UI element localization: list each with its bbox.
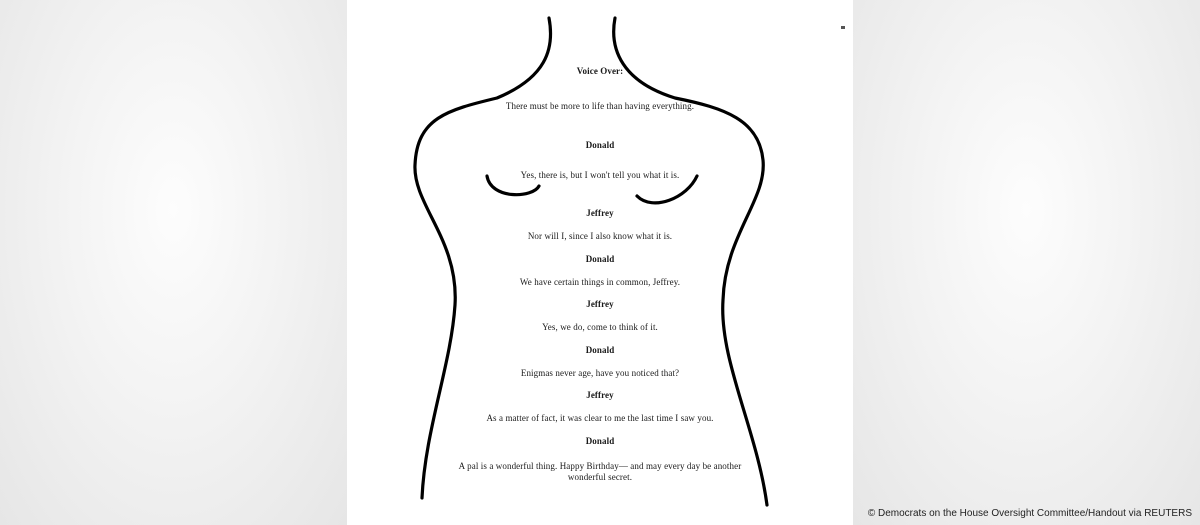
dialogue-line: Yes, there is, but I won't tell you what it is. [520,170,680,180]
dialogue-line: We have certain things in common, Jeffrey. [519,277,681,287]
dialogue-line: Yes, we do, come to think of it. [542,322,658,332]
dialogue-line: Enigmas never age, have you noticed that? [520,368,680,378]
speaker-label: Voice Over: [576,66,624,76]
speaker-label: Jeffrey [586,208,614,218]
dialogue-line: As a matter of fact, it was clear to me the last time I saw you. [486,413,714,423]
speaker-label: Jeffrey [586,390,614,400]
dialogue-line: A pal is a wonderful thing. Happy Birthday— and may every day be another [458,461,742,471]
dialogue-line: There must be more to life than having everything. [505,101,695,111]
background-right [853,0,1200,525]
photo-credit: © Democrats on the House Oversight Committee/Handout via REUTERS [867,508,1192,519]
letter-text [347,0,853,525]
speaker-label: Donald [585,345,615,355]
speaker-label: Donald [585,140,615,150]
dialogue-line: Nor will I, since I also know what it is. [527,231,673,241]
speaker-label: Donald [585,436,615,446]
speaker-label: Jeffrey [586,299,614,309]
letter-page [347,0,853,525]
background-left [0,0,347,525]
dialogue-line: wonderful secret. [567,472,633,482]
speaker-label: Donald [585,254,615,264]
